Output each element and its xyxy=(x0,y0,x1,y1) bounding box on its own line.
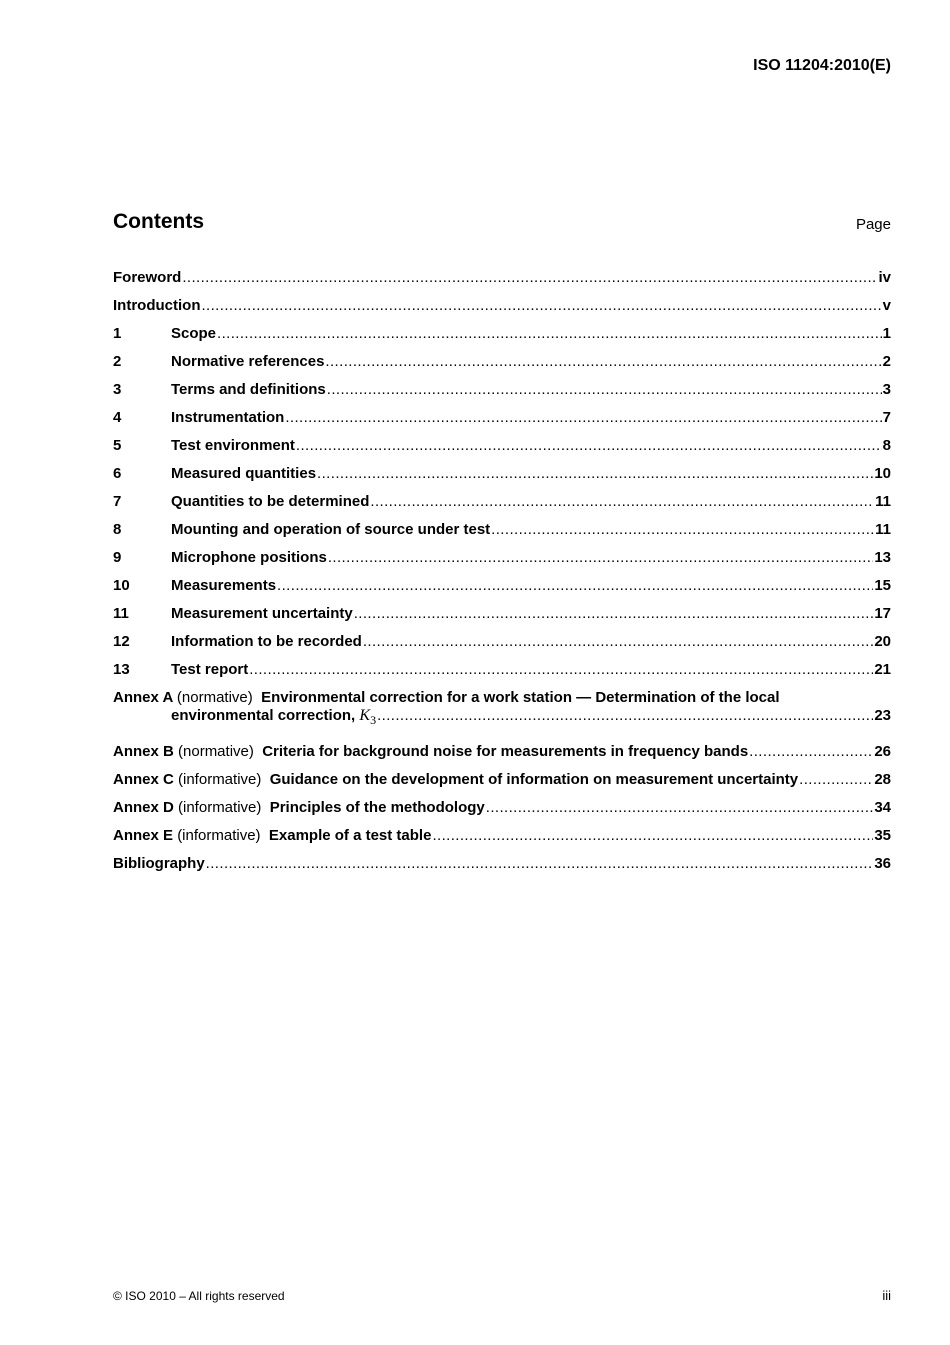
dot-leader xyxy=(370,493,874,511)
toc-entry-10[interactable] xyxy=(113,577,891,595)
toc-entry-9[interactable] xyxy=(113,549,891,567)
toc-entry-title: Normative references xyxy=(171,353,325,370)
toc-entry-11[interactable] xyxy=(113,605,891,623)
toc-entry-title: Annex D (informative) Principles of the methodology xyxy=(113,799,485,817)
dot-leader xyxy=(317,465,873,483)
toc-entry-2[interactable] xyxy=(113,353,891,371)
toc-entry-title: Information to be recorded xyxy=(171,633,362,650)
toc-entry-6[interactable] xyxy=(113,465,891,483)
toc-entry-8[interactable] xyxy=(113,521,891,539)
toc-entry-page: 8 xyxy=(882,437,891,454)
toc-entry-annex-c[interactable] xyxy=(113,771,891,789)
toc-entry-title: Instrumentation xyxy=(171,409,285,426)
dot-leader xyxy=(749,743,873,761)
dot-leader xyxy=(277,577,873,595)
toc-entry-number: 13 xyxy=(113,661,130,678)
dot-leader xyxy=(206,855,874,873)
toc-entry-number: 6 xyxy=(113,465,122,482)
toc-entry-title: Introduction xyxy=(113,297,201,314)
toc-entry-title: Annex B (normative) Criteria for background noise for measurements in frequency bands xyxy=(113,743,749,761)
toc-entry-page: 28 xyxy=(874,771,891,789)
toc-entry-title: Test report xyxy=(171,661,249,678)
annex-type: (informative) xyxy=(178,799,262,817)
toc-entry-title: Bibliography xyxy=(113,855,205,873)
toc-entry-page: 26 xyxy=(874,743,891,761)
k3-symbol: $K_3$ xyxy=(359,707,377,728)
dot-leader xyxy=(363,633,873,651)
annex-type: (normative) xyxy=(178,743,254,761)
dot-leader xyxy=(491,521,874,539)
toc-entry-title: Mounting and operation of source under test xyxy=(171,521,491,538)
toc-entry-number: 9 xyxy=(113,549,122,566)
toc-entry-number: 3 xyxy=(113,381,122,398)
toc-entry-title: Measurements xyxy=(171,577,277,594)
contents-title: Contents xyxy=(113,210,204,233)
toc-entry-page: 1 xyxy=(882,325,891,342)
toc-entry-page: 11 xyxy=(875,493,891,510)
document-id: ISO 11204:2010(E) xyxy=(753,57,891,74)
annex-label: Annex B xyxy=(113,743,174,761)
toc-entry-title: Environmental correction for a work station — Determination of the local xyxy=(261,689,780,706)
toc-entry-12[interactable] xyxy=(113,633,891,651)
toc-entry-introduction[interactable] xyxy=(113,297,891,315)
toc-entry-page: 3 xyxy=(882,381,891,398)
toc-entry-bibliography[interactable] xyxy=(113,855,891,873)
toc-entry-annex-d[interactable] xyxy=(113,799,891,817)
dot-leader xyxy=(799,771,873,789)
toc-entry-5[interactable] xyxy=(113,437,891,455)
toc-entry-number: 8 xyxy=(113,521,122,538)
dot-leader xyxy=(377,707,873,725)
toc-entry-page: 21 xyxy=(874,661,891,678)
toc-entry-title: Annex C (informative) Guidance on the development of information on measurement uncertainty xyxy=(113,771,799,789)
toc-entry-page: 36 xyxy=(874,855,891,873)
toc-entry-13[interactable] xyxy=(113,661,891,679)
toc-entry-page: 20 xyxy=(874,633,891,650)
toc-entry-number: 10 xyxy=(113,577,130,594)
toc-entry-title: Measurement uncertainty xyxy=(171,605,353,622)
dot-leader xyxy=(285,409,881,427)
dot-leader xyxy=(201,297,881,315)
dot-leader xyxy=(486,799,874,817)
annex-label: Annex E xyxy=(113,827,174,845)
toc-entry-title: Measured quantities xyxy=(171,465,317,482)
toc-entry-number: 12 xyxy=(113,633,130,650)
dot-leader xyxy=(328,549,873,567)
toc-entry-title: Scope xyxy=(171,325,217,342)
annex-type: (informative) xyxy=(178,771,262,789)
toc-entry-page: iv xyxy=(878,269,891,286)
toc-entry-annex-e[interactable] xyxy=(113,827,891,845)
toc-entry-title: Microphone positions xyxy=(171,549,327,566)
toc-entry-title: Foreword xyxy=(113,269,182,286)
dot-leader xyxy=(325,353,881,371)
dot-leader xyxy=(249,661,873,679)
toc-entry-annex-a[interactable] xyxy=(113,689,891,729)
toc-entry-page: 13 xyxy=(874,549,891,566)
dot-leader xyxy=(217,325,882,343)
toc-entry-page: 17 xyxy=(874,605,891,622)
toc-entry-page: 10 xyxy=(874,465,891,482)
dot-leader xyxy=(432,827,873,845)
toc-entry-page: 23 xyxy=(874,707,891,724)
annex-label: Annex D xyxy=(113,799,174,817)
toc-entry-number: 7 xyxy=(113,493,122,510)
toc-entry-number: 2 xyxy=(113,353,122,370)
toc-entry-number: 1 xyxy=(113,325,122,342)
toc-entry-title: Quantities to be determined xyxy=(171,493,370,510)
toc-entry-foreword[interactable] xyxy=(113,269,891,287)
toc-entry-number: 11 xyxy=(113,605,129,622)
annex-type: (informative) xyxy=(177,827,261,845)
toc-entry-page: 15 xyxy=(874,577,891,594)
table-of-contents xyxy=(113,269,891,873)
copyright-notice: © ISO 2010 – All rights reserved xyxy=(113,1289,285,1303)
toc-entry-page: v xyxy=(882,297,891,314)
annex-label: Annex A xyxy=(113,689,173,706)
toc-entry-title-continued: environmental correction, xyxy=(171,707,356,724)
page-column-label: Page xyxy=(855,216,891,233)
toc-entry-page: 11 xyxy=(875,521,891,538)
toc-entry-title: Test environment xyxy=(171,437,295,454)
toc-entry-page: 35 xyxy=(874,827,891,845)
toc-entry-page: 2 xyxy=(882,353,891,370)
dot-leader xyxy=(354,605,874,623)
toc-entry-title: Terms and definitions xyxy=(171,381,326,398)
toc-entry-page: 7 xyxy=(882,409,891,426)
annex-type: (normative) xyxy=(176,689,253,706)
toc-entry-1[interactable] xyxy=(113,325,891,343)
dot-leader xyxy=(296,437,882,455)
page-number: iii xyxy=(882,1288,891,1303)
toc-entry-annex-b[interactable] xyxy=(113,743,891,761)
toc-entry-title: Annex E (informative) Example of a test table xyxy=(113,827,432,845)
toc-entry-number: 4 xyxy=(113,409,122,426)
toc-entry-7[interactable] xyxy=(113,493,891,511)
toc-entry-3[interactable] xyxy=(113,381,891,399)
annex-label: Annex C xyxy=(113,771,174,789)
toc-entry-4[interactable] xyxy=(113,409,891,427)
dot-leader xyxy=(182,269,877,287)
toc-entry-number: 5 xyxy=(113,437,122,454)
dot-leader xyxy=(327,381,882,399)
toc-entry-page: 34 xyxy=(874,799,891,817)
